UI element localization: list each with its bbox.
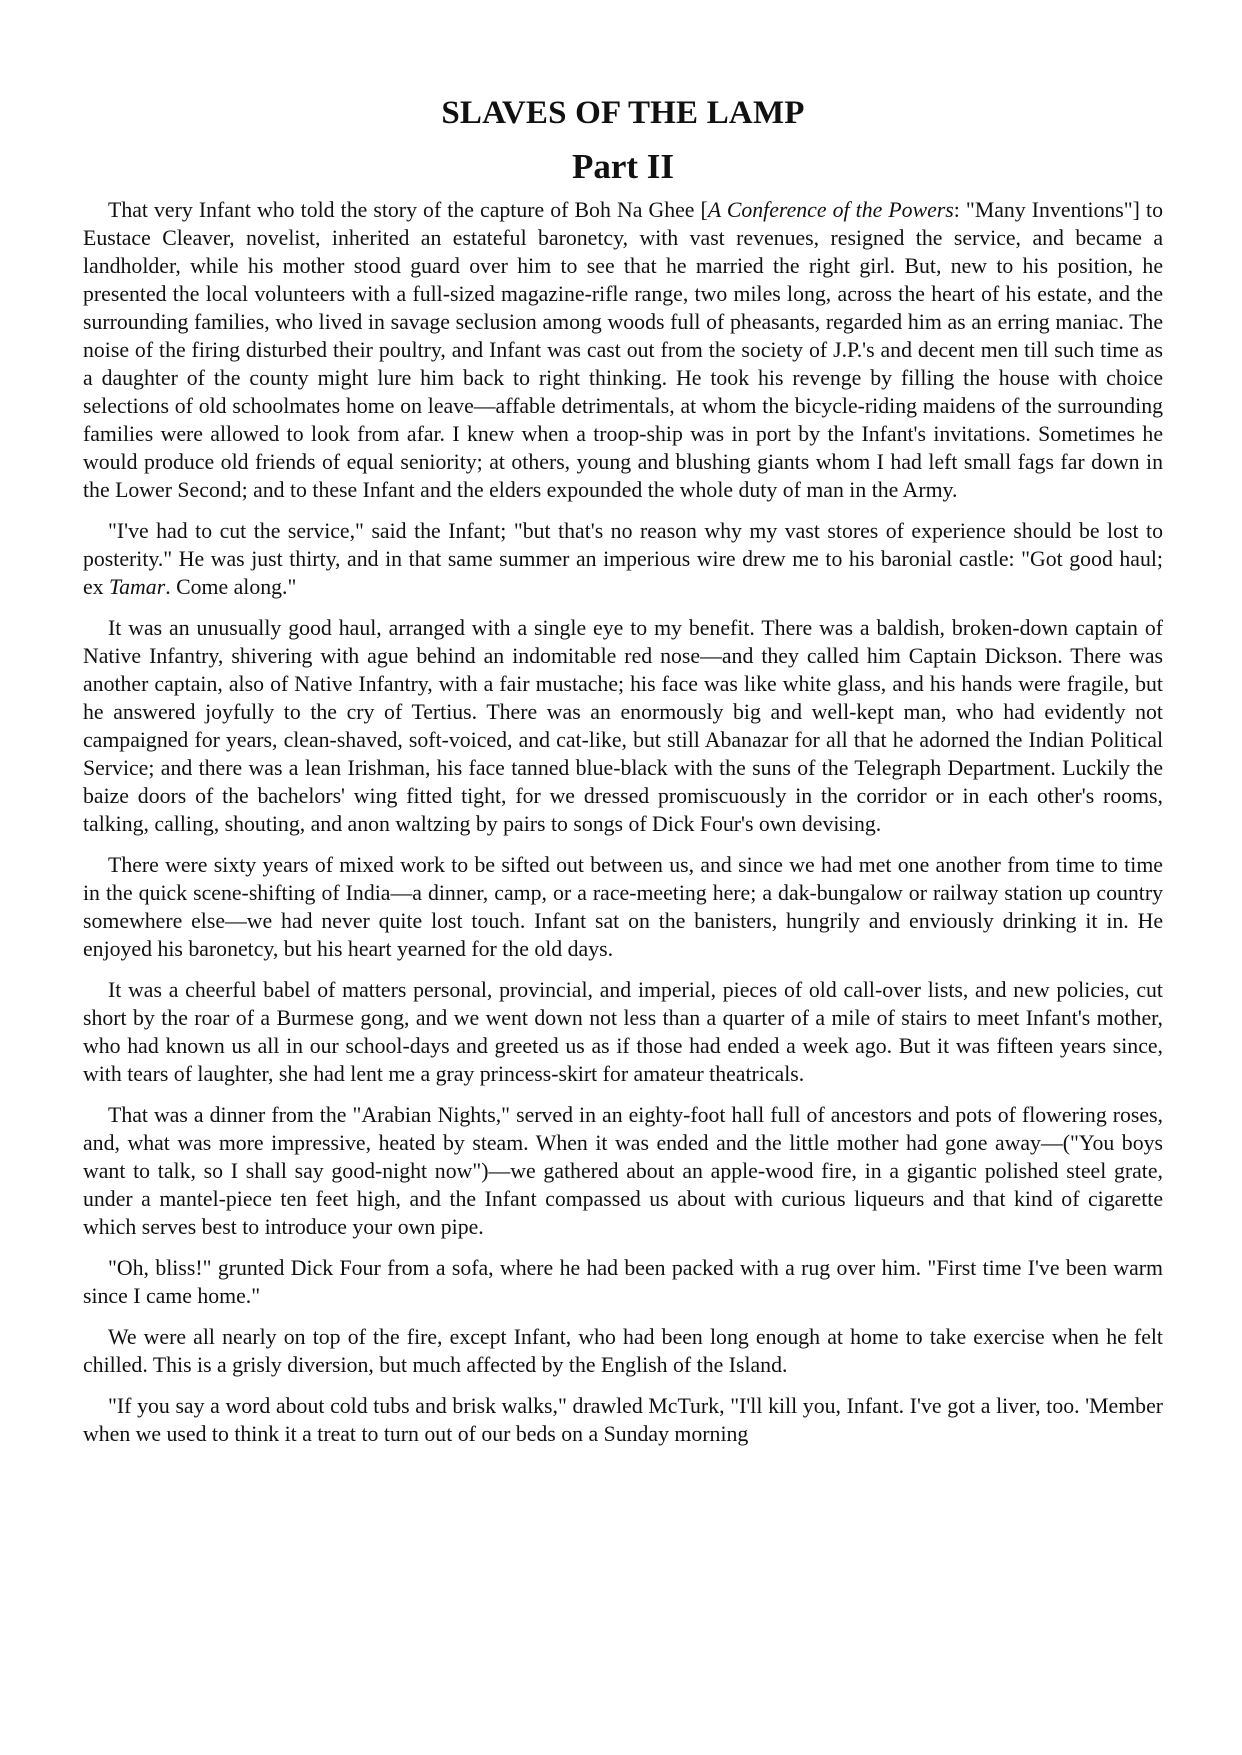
document-page (83, 90, 1163, 1448)
paragraph-9: "If you say a word about cold tubs and brisk walks," drawled McTurk, "I'll kill you, Infant. I've got a liver, too. 'Member when we used to think it a treat to turn out of our beds on a Sunday morning (83, 1394, 1163, 1446)
paragraph-1: That very Infant who told the story of the capture of Boh Na Ghee [A Conference of the Powers: "Many Inventions"] to Eustace Cleaver, novelist, inherited an estateful baronetcy, with vast revenues, resigned the service, and became a landholder, while his mother stood guard over him to see that he married the right girl. But, new to his position, he presented the local volunteers with a full-sized magazine-rifle range, two miles long, across the heart of his estate, and the surrounding families, who lived in savage seclusion among woods full of pheasants, regarded him as an erring maniac. The noise of the firing disturbed their poultry, and Infant was cast out from the society of J.P.'s and decent men till such time as a daughter of the county might lure him back to right thinking. He took his revenge by filling the house with choice selections of old schoolmates home on leave—affable detrimentals, at whom the bicycle-riding maidens of the surrounding families were allowed to look from afar. I knew when a troop-ship was in port by the Infant's invitations. Sometimes he would produce old friends of equal seniority; at others, young and blushing giants whom I had left small fags far down in the Lower Second; and to these Infant and the elders expounded the whole duty of man in the Army. (83, 198, 1163, 502)
paragraph-5: It was a cheerful babel of matters personal, provincial, and imperial, pieces of old call-over lists, and new policies, cut short by the roar of a Burmese gong, and we went down not less than a quarter of a mile of stairs to meet Infant's mother, who had known us all in our school-days and greeted us as if those had ended a week ago. But it was fifteen years since, with tears of laughter, she had lent me a gray princess-skirt for amateur theatricals. (83, 978, 1163, 1086)
paragraph-4: There were sixty years of mixed work to be sifted out between us, and since we had met one another from time to time in the quick scene-shifting of India—a dinner, camp, or a race-meeting here; a dak-bungalow or railway station up country somewhere else—we had never quite lost touch. Infant sat on the banisters, hungrily and enviously drinking it in. He enjoyed his baronetcy, but his heart yearned for the old days. (83, 853, 1163, 961)
paragraph-2: "I've had to cut the service," said the Infant; "but that's no reason why my vast stores of experience should be lost to posterity." He was just thirty, and in that same summer an imperious wire drew me to his baronial castle: "Got good haul; ex Tamar. Come along." (83, 519, 1163, 599)
chapter-part-heading: Part II (571, 147, 675, 186)
chapter-title: SLAVES OF THE LAMP (441, 95, 805, 131)
paragraph-8: We were all nearly on top of the fire, except Infant, who had been long enough at home to take exercise when he felt chilled. This is a grisly diversion, but much affected by the English of the Island. (83, 1325, 1163, 1377)
paragraph-7: "Oh, bliss!" grunted Dick Four from a sofa, where he had been packed with a rug over him. "First time I've been warm since I came home." (83, 1256, 1163, 1308)
paragraph-6: That was a dinner from the "Arabian Nights," served in an eighty-foot hall full of ancestors and pots of flowering roses, and, what was more impressive, heated by steam. When it was ended and the little mother had gone away—("You boys want to talk, so I shall say good-night now")—we gathered about an apple-wood fire, in a gigantic polished steel grate, under a mantel-piece ten feet high, and the Infant compassed us about with curious liqueurs and that kind of cigarette which serves best to introduce your own pipe. (83, 1103, 1163, 1239)
paragraph-3: It was an unusually good haul, arranged with a single eye to my benefit. There was a baldish, broken-down captain of Native Infantry, shivering with ague behind an indomitable red nose—and they called him Captain Dickson. There was another captain, also of Native Infantry, with a fair mustache; his face was like white glass, and his hands were fragile, but he answered joyfully to the cry of Tertius. There was an enormously big and well-kept man, who had evidently not campaigned for years, clean-shaved, soft-voiced, and cat-like, but still Abanazar for all that he adorned the Indian Political Service; and there was a lean Irishman, his face tanned blue-black with the suns of the Telegraph Department. Luckily the baize doors of the bachelors' wing fitted tight, for we dressed promiscuously in the corridor or in each other's rooms, talking, calling, shouting, and anon waltzing by pairs to songs of Dick Four's own devising. (83, 616, 1163, 836)
